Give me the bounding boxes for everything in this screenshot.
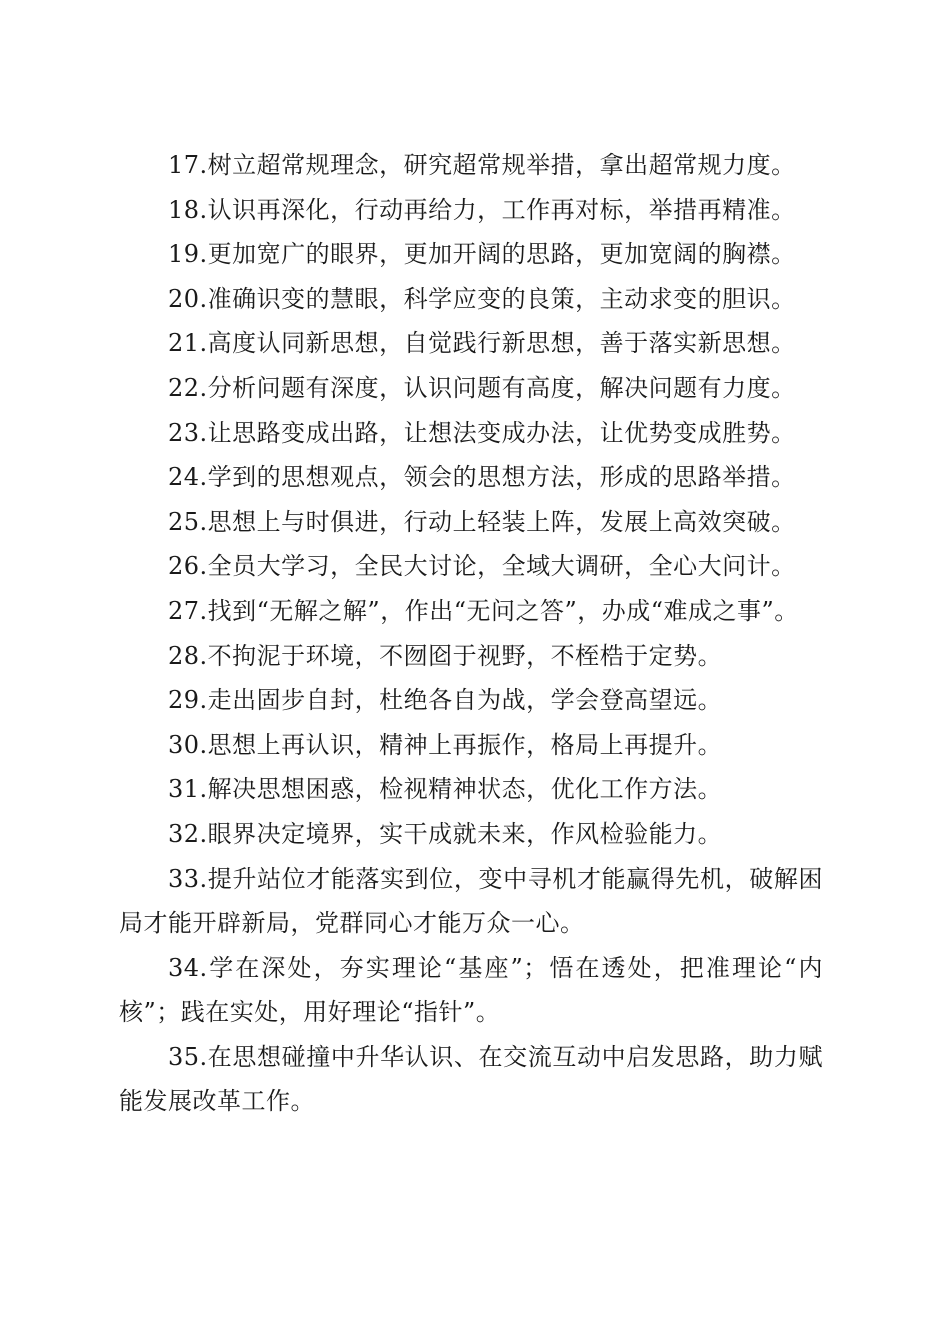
- list-item-17: 17.树立超常规理念，研究超常规举措，拿出超常规力度。: [168, 151, 796, 179]
- list-item-27: 27.找到“无解之解”，作出“无问之答”，办成“难成之事”。: [168, 596, 799, 625]
- list-item-26: 26.全员大学习，全民大讨论，全域大调研，全心大问计。: [168, 552, 796, 581]
- list-item-33: 33.提升站位才能落实到位，变中寻机才能赢得先机，破解困局才能开辟新局，党群同心才能万众一心。: [119, 864, 823, 938]
- list-item-32: 32.眼界决定境界，实干成就未来，作风检验能力。: [168, 819, 723, 848]
- list-item-21: 21.高度认同新思想，自觉践行新思想，善于落实新思想。: [168, 329, 796, 358]
- list-item-19: 19.更加宽广的眼界，更加开阔的思路，更加宽阔的胸襟。: [168, 240, 796, 269]
- list-item-30: 30.思想上再认识，精神上再振作，格局上再提升。: [168, 730, 723, 759]
- list-item-34: 34.学在深处，夯实理论“基座”；悟在透处，把准理论“内核”；践在实处，用好理论“指针”。: [119, 953, 823, 1027]
- list-item-31: 31.解决思想困惑，检视精神状态，优化工作方法。: [168, 775, 723, 804]
- list-item-18: 18.认识再深化，行动再给力，工作再对标，举措再精准。: [168, 195, 796, 224]
- list-item-25: 25.思想上与时俱进，行动上轻装上阵，发展上高效突破。: [168, 507, 796, 536]
- list-item-28: 28.不拘泥于环境，不囫囵于视野，不桎梏于定势。: [168, 641, 723, 670]
- list-item-20: 20.准确识变的慧眼，科学应变的良策，主动求变的胆识。: [168, 284, 796, 313]
- list-item-35: 35.在思想碰撞中升华认识、在交流互动中启发思路，助力赋能发展改革工作。: [119, 1042, 823, 1116]
- list-item-23: 23.让思路变成出路，让想法变成办法，让优势变成胜势。: [168, 418, 796, 447]
- list-item-24: 24.学到的思想观点，领会的思想方法，形成的思路举措。: [168, 463, 796, 492]
- list-item-29: 29.走出固步自封，杜绝各自为战，学会登高望远。: [168, 686, 723, 715]
- list-item-22: 22.分析问题有深度，认识问题有高度，解决问题有力度。: [168, 373, 796, 402]
- document-body: [119, 143, 823, 1124]
